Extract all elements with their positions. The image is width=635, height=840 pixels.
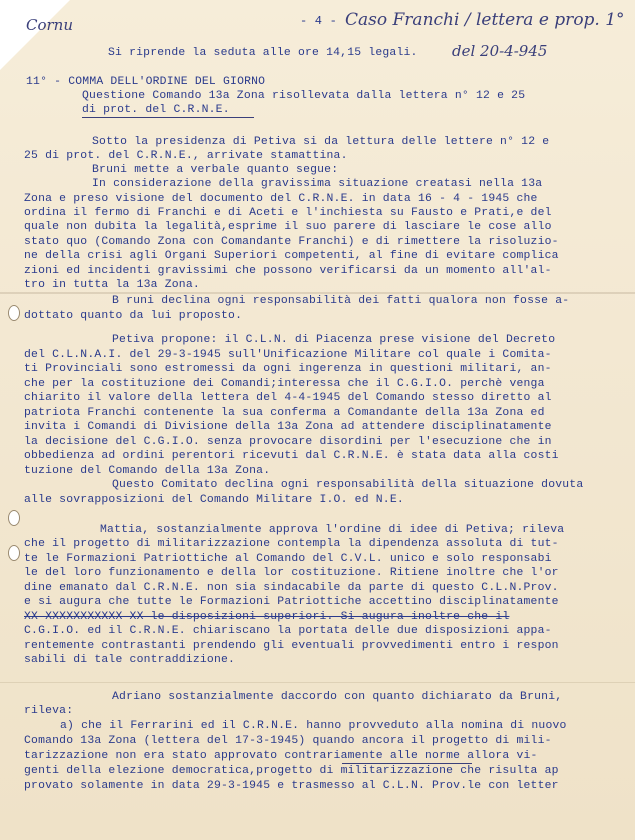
punch-hole [8,510,20,526]
text-line: ne della crisi agli Organi Superiori competenti, al fine di evitare complica [24,250,559,262]
text-line: che il progetto di militarizzazione contempla la dipendenza assoluta di tut- [24,538,559,550]
handwritten-top-right: Caso Franchi / lettera e prop. 1° [345,10,625,30]
text-line: Bruni mette a verbale quanto segue: [92,164,339,176]
text-line: le del loro funzionamento e della lor costituzione. Ritiene inoltre che l'or [24,567,559,579]
text-line: tuzione del Comando della 13a Zona. [24,465,271,477]
text-line: tro in tutta la 13a Zona. [24,279,200,291]
text-line: Mattia, sostanzialmente approva l'ordine di idee di Petiva; rileva [100,524,565,536]
handwritten-top-left: Cornu [26,16,73,34]
folded-corner [0,0,70,70]
underline [82,117,254,118]
section-heading: 11° - COMMA DELL'ORDINE DEL GIORNO [26,76,266,88]
text-line: alle sovrapposizioni del Comando Militare I.O. ed N.E. [24,494,404,506]
text-line: rileva: [24,705,74,717]
text-line: invita i Comandi di Divisione della 13a Zona ad attendere disciplinatamente [24,421,552,433]
text-line: Zona e preso visione del documento del C.R.N.E. in data 16 - 4 - 1945 che [24,193,538,205]
text-line: a) che il Ferrarini ed il C.R.N.E. hanno provveduto alla nomina di nuovo [60,720,567,732]
text-line: dottato quanto da lui proposto. [24,310,243,322]
text-line: genti della elezione democratica,progetto di militarizzazione che risulta ap [24,765,559,777]
text-line: obbedienza ad ordini perentori ricevuti dal C.R.N.E. è stata data alla costi [24,450,559,462]
text-line: dine emanato dal C.R.N.E. non sia sindacabile da parte di questo C.L.N.Prov. [24,582,559,594]
text-line: 25 di prot. del C.R.N.E., arrivate stamattina. [24,150,348,162]
text-line: Si riprende la seduta alle ore 14,15 legali. [108,47,418,59]
text-line: zioni ed incidenti gravissimi che possono verificarsi da un momento all'al- [24,265,552,277]
text-line: sabili di tale contraddizione. [24,654,236,666]
text-line: Comando 13a Zona (lettera del 17-3-1945) quando ancora il progetto di mili- [24,735,552,747]
text-line: Petiva propone: il C.L.N. di Piacenza prese visione del Decreto [112,334,556,346]
text-line: XX XXXXXXXXXXX XX le disposizioni superiori. Si augura inoltre che il [24,611,510,623]
text-line: ordina il fermo di Franchi e di Aceti e l'inchiesta su Fausto e Prati,e del [24,207,552,219]
text-line: ti Provinciali sono estromessi da ogni ingerenza in questioni militari, an- [24,363,552,375]
text-line: B runi declina ogni responsabilità dei fatti qualora non fosse a- [112,295,570,307]
text-line: tarizzazione non era stato approvato contrariamente alle norme allora vi- [24,750,538,762]
text-line: Adriano sostanzialmente daccordo con quanto dichiarato da Bruni, [112,691,563,703]
text-line: stato quo (Comando Zona con Comandante Franchi) e di rimettere la risoluzio- [24,236,559,248]
text-line: di prot. del C.R.N.E. [82,104,230,116]
text-line: In considerazione della gravissima situazione creatasi nella 13a [92,178,543,190]
text-line: rentemente contrastanti prendendo gli eventuali provvedimenti entro i respon [24,640,559,652]
text-line: Sotto la presidenza di Petiva si da lettura delle lettere n° 12 e [92,136,550,148]
text-line: del C.L.N.A.I. del 29-3-1945 sull'Unificazione Militare col quale i Comita- [24,349,552,361]
text-line: e si augura che tutte le Formazioni Patriottiche accettino disciplinatamente [24,596,559,608]
page-fold [0,682,635,683]
text-line: chiarito il valore della lettera del 4-4-1945 del Comando stesso diretto al [24,392,552,404]
text-line: C.G.I.O. ed il C.R.N.E. chiariscano la portata delle due disposizioni appa- [24,625,552,637]
text-line: la decisione del C.G.I.O. senza provocare disordini per l'esecuzione che in [24,436,552,448]
text-line: Questo Comitato declina ogni responsabilità della situazione dovuta [112,479,584,491]
punch-hole [8,545,20,561]
text-line: quale non dubita la legalità,esprime il suo parere di lasciare le cose allo [24,221,552,233]
text-line: Questione Comando 13a Zona risollevata dalla lettera n° 12 e 25 [82,90,526,102]
text-line: patriota Franchi contenente la sua conferma a Comandante della 13a Zona ed [24,407,545,419]
text-line: provato solamente in data 29-3-1945 e trasmesso al C.L.N. Prov.le con letter [24,780,559,792]
punch-hole [8,305,20,321]
text-line: che per la costituzione dei Comandi;interessa che il C.G.I.O. perchè venga [24,378,545,390]
handwritten-date: del 20-4-945 [452,42,548,60]
page-number: - 4 - [300,14,338,28]
text-line: te le Formazioni Patriottiche al Comando del C.V.L. unico e solo responsabi [24,553,552,565]
